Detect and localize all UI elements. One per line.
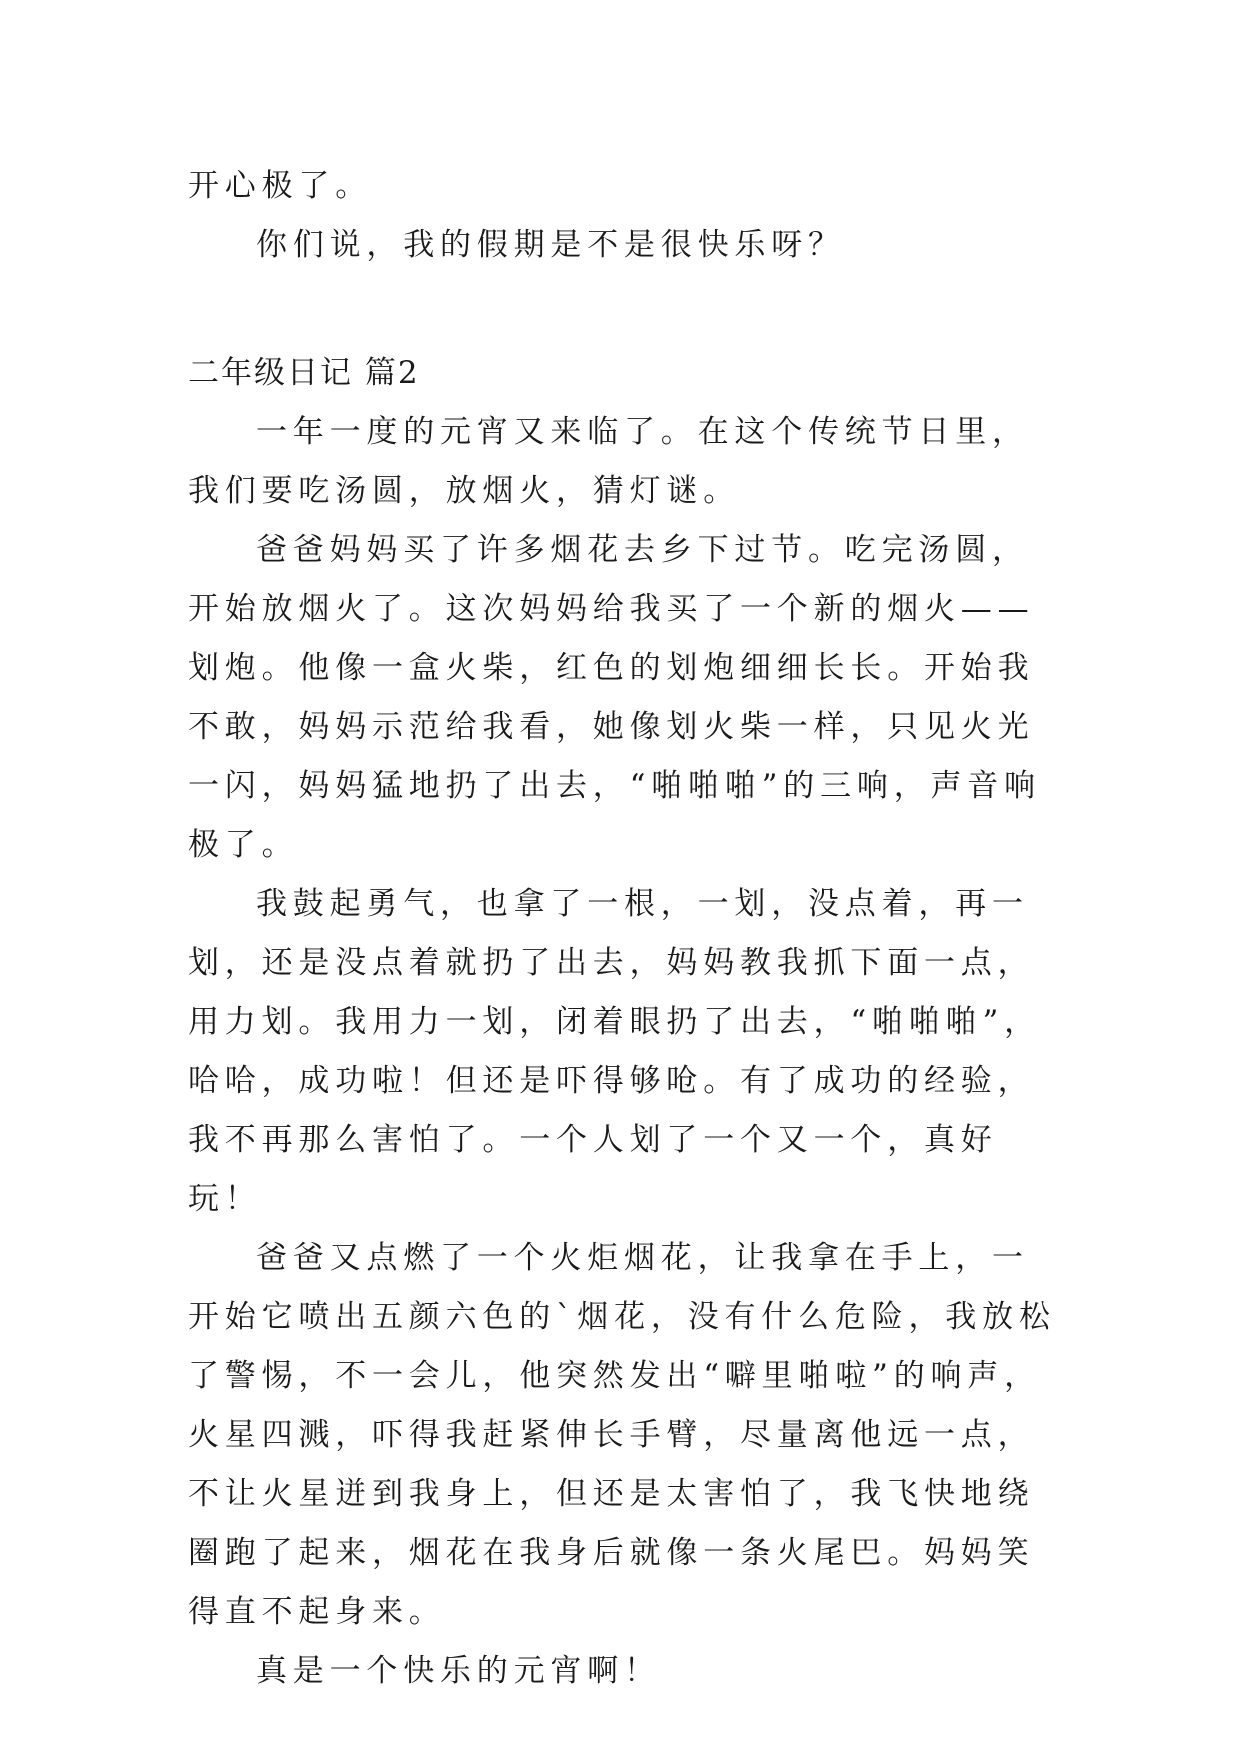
continued-paragraph-end: 开心极了。: [188, 168, 372, 204]
paragraph-1: 一年一度的元宵又来临了。在这个传统节日里，我们要吃汤圆，放烟火，猜灯谜。: [188, 414, 1029, 509]
paragraph-4: 爸爸又点燃了一个火炬烟花，让我拿在手上，一开始它喷出五颜六色的`烟花，没有什么危险，我放松了警惕，不一会儿，他突然发出“噼里啪啦”的响声，火星四溅，吓得我赶紧伸长手臂，尽量离他远一点，不让火星迸到我身上，但还是太害怕了，我飞快地绕圈跑了起来，烟花在我身后就像一条火尾巴。妈妈笑得直不起身来。: [188, 1240, 1056, 1630]
paragraph-2: 爸爸妈妈买了许多烟花去乡下过节。吃完汤圆，开始放烟火了。这次妈妈给我买了一个新的烟火——划炮。他像一盒火柴，红色的划炮细细长长。开始我不敢，妈妈示范给我看，她像划火柴一样，只见火光一闪，妈妈猛地扔了出去，“啪啪啪”的三响，声音响极了。: [188, 532, 1041, 863]
document-body: [188, 157, 1058, 1701]
paragraph-5: 真是一个快乐的元宵啊！: [256, 1653, 661, 1689]
paragraph-3: 我鼓起勇气，也拿了一根，一划，没点着，再一划，还是没点着就扔了出去，妈妈教我抓下面一点，用力划。我用力一划，闭着眼扔了出去，“啪啪啪”，哈哈，成功啦！但还是吓得够呛。有了成功的经验，我不再那么害怕了。一个人划了一个又一个，真好玩！: [188, 886, 1041, 1217]
section-gap: [188, 275, 1058, 344]
section-title: 二年级日记 篇2: [188, 355, 420, 391]
previous-paragraph: 你们说，我的假期是不是很快乐呀？: [256, 227, 845, 263]
